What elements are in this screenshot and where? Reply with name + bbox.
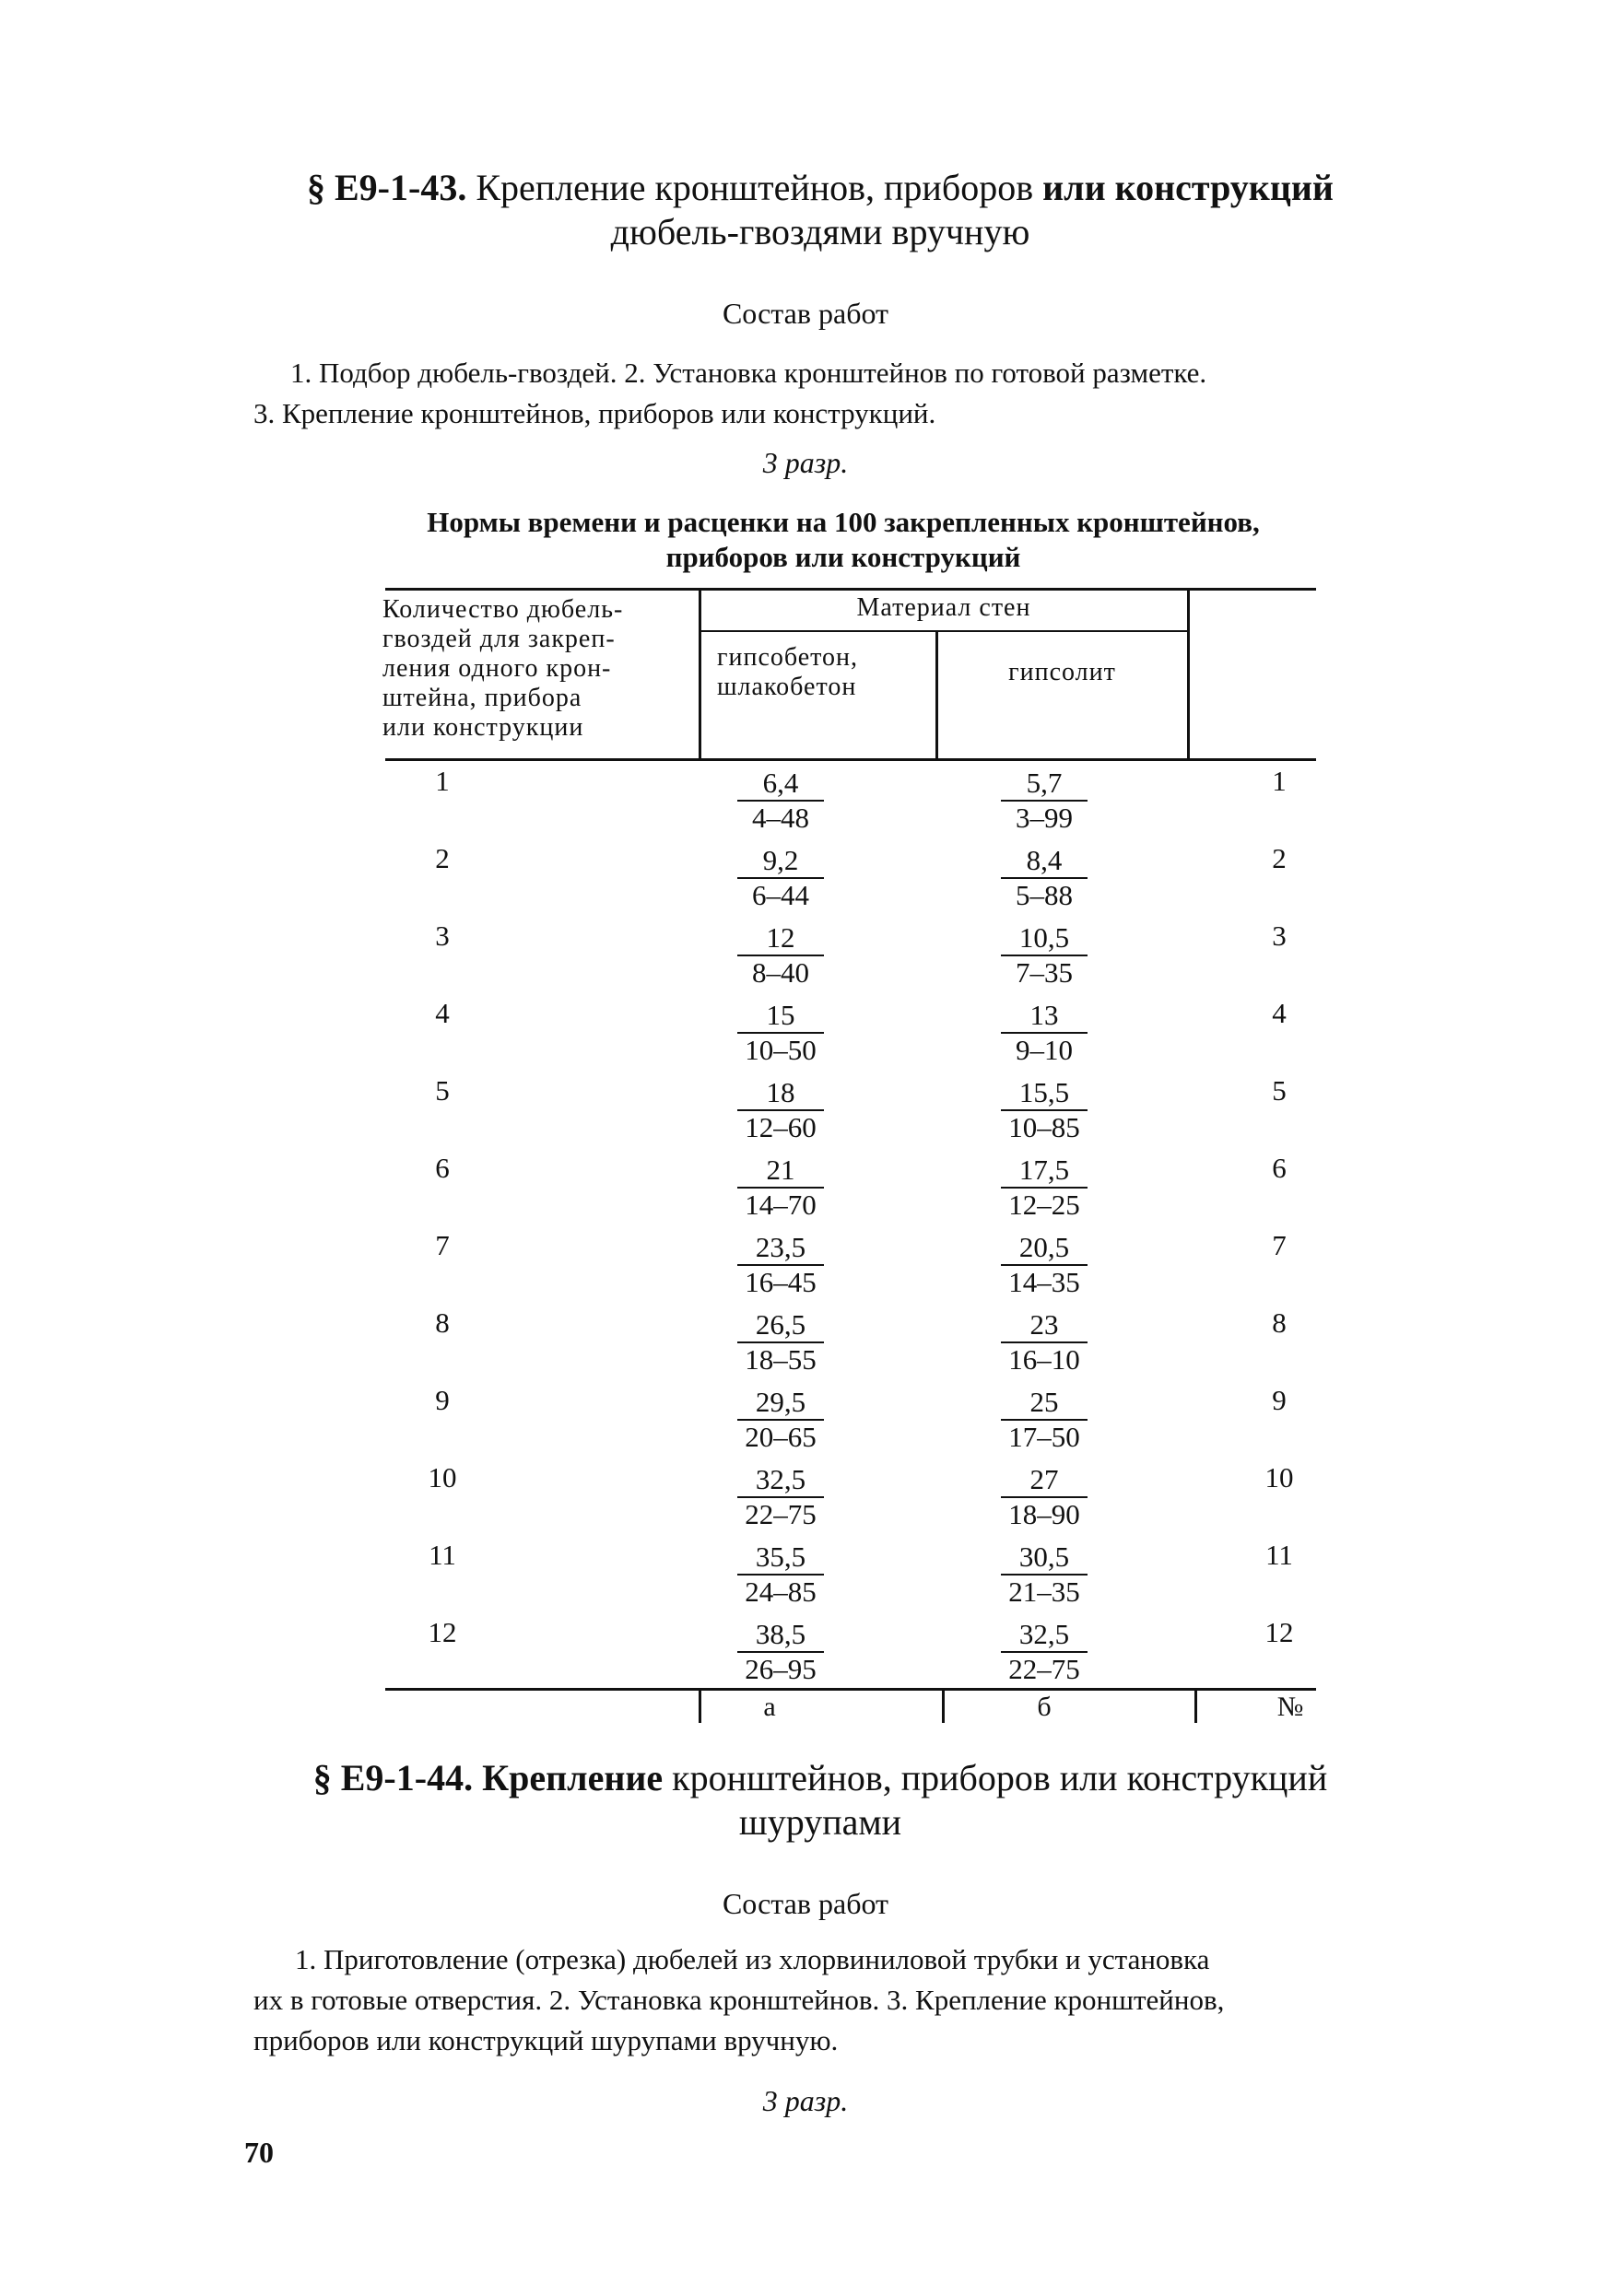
cell-a-rate: 14–70 <box>745 1189 817 1221</box>
cell-a-norm: 18 <box>737 1076 824 1111</box>
footer-col-b: б <box>1037 1692 1052 1722</box>
section-2-title-bold: Крепление <box>482 1757 664 1798</box>
footer-vline-3 <box>1194 1688 1197 1723</box>
row-number: 11 <box>1265 1539 1293 1571</box>
section-1-number: § Е9-1-43. <box>307 167 467 208</box>
cell-a <box>730 1154 831 1222</box>
material-header: Материал стен <box>856 593 1031 622</box>
cell-a <box>730 1076 831 1144</box>
cell-a <box>730 1308 831 1376</box>
cell-b <box>994 1154 1095 1222</box>
table-caption-line2: приборов или конструкций <box>665 541 1021 573</box>
section-2-composition-line3: приборов или конструкций шурупами вручную. <box>253 2024 839 2056</box>
footer-col-a: а <box>763 1692 776 1722</box>
row-number: 4 <box>1272 997 1287 1029</box>
cell-b-norm: 27 <box>1001 1463 1088 1498</box>
cell-a-rate: 18–55 <box>745 1343 817 1376</box>
row-number: 3 <box>1272 920 1287 952</box>
cell-b-rate: 16–10 <box>1008 1343 1080 1376</box>
cell-b-rate: 7–35 <box>1016 956 1073 989</box>
cell-a-rate: 12–60 <box>745 1111 817 1143</box>
cell-b-rate: 18–90 <box>1008 1498 1080 1530</box>
cell-b <box>994 1308 1095 1376</box>
col-a-header-line: гипсобетон, <box>717 643 859 672</box>
cell-a-norm: 29,5 <box>737 1386 824 1421</box>
row-count: 2 <box>435 842 450 874</box>
table-top-rule <box>385 588 1316 591</box>
count-header-line: штейна, прибора <box>382 684 582 712</box>
cell-b-rate: 5–88 <box>1016 879 1073 911</box>
row-number: 10 <box>1264 1461 1294 1494</box>
section-2-title-line2: шурупами <box>738 1801 902 1843</box>
cell-a-rate: 26–95 <box>745 1653 817 1685</box>
row-count: 3 <box>435 920 450 952</box>
section-1-composition-line2 <box>253 394 1461 433</box>
count-header-line: или конструкции <box>382 713 584 742</box>
section-1-title-text: Крепление кронштейнов, приборов <box>476 167 1043 208</box>
row-count: 11 <box>429 1539 456 1571</box>
cell-b-rate: 14–35 <box>1008 1266 1080 1298</box>
section-1-title <box>249 166 1392 210</box>
row-number: 12 <box>1264 1616 1294 1648</box>
table-vline-2-head <box>935 630 938 759</box>
cell-b <box>994 1386 1095 1454</box>
cell-b <box>994 1076 1095 1144</box>
section-1-composition-line2-text: 3. Крепление кронштейнов, приборов или конструкций. <box>253 397 936 429</box>
row-number: 8 <box>1272 1306 1287 1339</box>
row-count: 8 <box>435 1306 450 1339</box>
cell-b <box>994 921 1095 990</box>
row-number: 6 <box>1272 1152 1287 1184</box>
section-1-title-lead <box>476 167 1334 208</box>
cell-a-rate: 16–45 <box>745 1266 817 1298</box>
cell-a-rate: 4–48 <box>752 802 809 834</box>
cell-b-norm: 13 <box>1001 999 1088 1034</box>
count-header-line: Количество дюбель- <box>382 595 624 624</box>
count-header-line: гвоздей для закреп- <box>382 625 616 653</box>
cell-a-norm: 9,2 <box>737 844 824 879</box>
section-2-composition-line2: их в готовые отверстия. 2. Установка кронштейнов. 3. Крепление кронштейнов, <box>253 1984 1225 2016</box>
cell-b <box>994 1540 1095 1609</box>
footer-col-no: № <box>1276 1692 1304 1722</box>
footer-vline-1 <box>699 1688 701 1723</box>
cell-b-norm: 8,4 <box>1001 844 1088 879</box>
row-number: 5 <box>1272 1074 1287 1107</box>
row-count: 1 <box>435 765 450 797</box>
cell-a-norm: 15 <box>737 999 824 1034</box>
row-count: 6 <box>435 1152 450 1184</box>
cell-b-norm: 25 <box>1001 1386 1088 1421</box>
section-2-composition-line1: 1. Приготовление (отрезка) дюбелей из хлорвиниловой трубки и установка <box>295 1943 1210 1975</box>
col-b-header: гипсолит <box>1008 658 1116 686</box>
cell-b <box>994 1463 1095 1531</box>
cell-b-norm: 32,5 <box>1001 1618 1088 1653</box>
cell-a <box>730 1231 831 1299</box>
row-number: 2 <box>1272 842 1287 874</box>
cell-b-rate: 21–35 <box>1008 1576 1080 1608</box>
row-number: 7 <box>1272 1229 1287 1261</box>
cell-b-norm: 20,5 <box>1001 1231 1088 1266</box>
row-count: 10 <box>428 1461 457 1494</box>
cell-b-rate: 9–10 <box>1016 1034 1073 1066</box>
cell-a <box>730 1540 831 1609</box>
cell-b <box>994 767 1095 835</box>
cell-b <box>994 1618 1095 1686</box>
cell-b-norm: 10,5 <box>1001 921 1088 956</box>
cell-a <box>730 844 831 912</box>
col-a-header <box>717 643 929 702</box>
cell-a-norm: 26,5 <box>737 1308 824 1343</box>
cell-b-rate: 12–25 <box>1008 1189 1080 1221</box>
cell-b-norm: 17,5 <box>1001 1154 1088 1189</box>
section-1-title-line2: дюбель-гвоздями вручную <box>610 211 1030 252</box>
row-number: 1 <box>1272 765 1287 797</box>
cell-b-norm: 5,7 <box>1001 767 1088 802</box>
cell-b-rate: 17–50 <box>1008 1421 1080 1453</box>
cell-b-norm: 15,5 <box>1001 1076 1088 1111</box>
section-2-title <box>249 1756 1392 1800</box>
section-2-title-text: кронштейнов, приборов или конструкций <box>663 1757 1328 1798</box>
section-2-number: § Е9-1-44. <box>312 1757 474 1798</box>
cell-b-rate: 22–75 <box>1008 1653 1080 1685</box>
cell-b <box>994 844 1095 912</box>
cell-b <box>994 1231 1095 1299</box>
section-2-grade: 3 разр. <box>762 2084 849 2117</box>
cell-a-norm: 6,4 <box>737 767 824 802</box>
cell-a <box>730 999 831 1067</box>
cell-a-rate: 22–75 <box>745 1498 817 1530</box>
row-count: 7 <box>435 1229 450 1261</box>
cell-a-norm: 35,5 <box>737 1540 824 1576</box>
cell-a-norm: 12 <box>737 921 824 956</box>
cell-a <box>730 1618 831 1686</box>
section-1-composition-line1: 1. Подбор дюбель-гвоздей. 2. Установка кронштейнов по готовой разметке. <box>290 357 1207 389</box>
cell-b <box>994 999 1095 1067</box>
cell-a-rate: 8–40 <box>752 956 809 989</box>
cell-a-norm: 21 <box>737 1154 824 1189</box>
cell-a <box>730 1463 831 1531</box>
row-count: 5 <box>435 1074 450 1107</box>
row-count: 9 <box>435 1384 450 1416</box>
footer-vline-2 <box>942 1688 945 1723</box>
cell-a-norm: 38,5 <box>737 1618 824 1653</box>
table-bottom-rule <box>385 1688 1316 1691</box>
cell-a-norm: 32,5 <box>737 1463 824 1498</box>
section-2-composition-heading: Состав работ <box>722 1887 889 1920</box>
section-1-grade: 3 разр. <box>762 446 849 479</box>
cell-b-rate: 10–85 <box>1008 1111 1080 1143</box>
row-number: 9 <box>1272 1384 1287 1416</box>
table-header-rule <box>385 758 1316 761</box>
col-a-header-line: шлакобетон <box>717 673 857 701</box>
row-count: 12 <box>428 1616 457 1648</box>
cell-b-rate: 3–99 <box>1016 802 1073 834</box>
cell-a-rate: 20–65 <box>745 1421 817 1453</box>
material-subheader-rule <box>700 630 1189 632</box>
cell-a-norm: 23,5 <box>737 1231 824 1266</box>
section-1-title-bold: или конструкций <box>1042 167 1334 208</box>
section-1-composition-heading: Состав работ <box>722 297 889 330</box>
cell-a-rate: 6–44 <box>752 879 809 911</box>
table-vline-3-head <box>1187 588 1190 759</box>
table-caption-line1: Нормы времени и расценки на 100 закрепленных кронштейнов, <box>427 506 1260 538</box>
cell-b-norm: 23 <box>1001 1308 1088 1343</box>
cell-a <box>730 1386 831 1454</box>
cell-a-rate: 24–85 <box>745 1576 817 1608</box>
cell-a <box>730 767 831 835</box>
cell-a-rate: 10–50 <box>745 1034 817 1066</box>
count-header-line: ления одного крон- <box>382 654 612 683</box>
cell-b-norm: 30,5 <box>1001 1540 1088 1576</box>
cell-a <box>730 921 831 990</box>
count-column-header <box>382 595 687 743</box>
page-number: 70 <box>244 2136 274 2169</box>
row-count: 4 <box>435 997 450 1029</box>
